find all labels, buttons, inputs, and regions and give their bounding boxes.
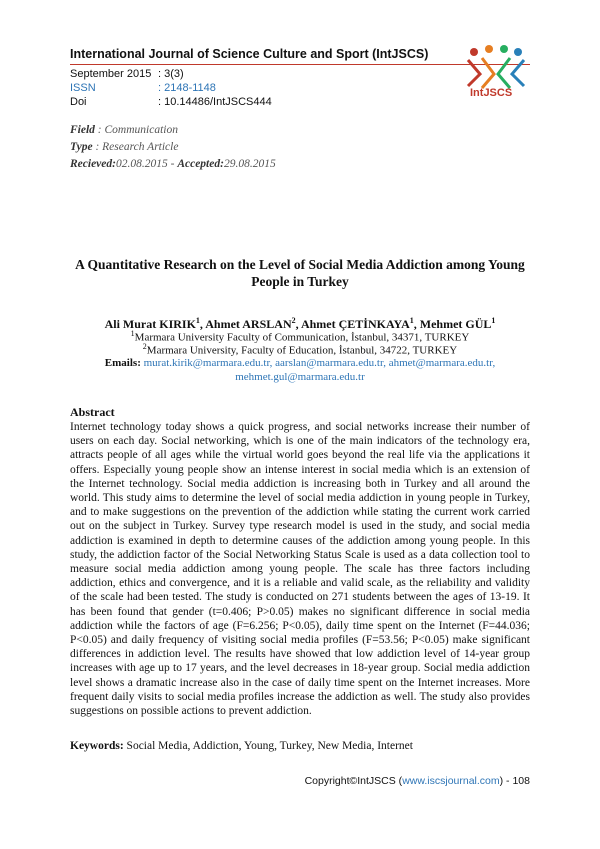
received-value: 02.08.2015 - xyxy=(115,158,178,170)
author-name: Ali Murat KIRIK xyxy=(104,317,196,331)
doi-value: : 10.14486/IntJSCS444 xyxy=(158,96,272,108)
footer-page-number: ) - 108 xyxy=(499,775,530,787)
author-affil-mark: 1 xyxy=(195,316,200,325)
affiliation-mark: 1 xyxy=(130,329,135,338)
accepted-label: Accepted: xyxy=(177,158,224,170)
issue-row xyxy=(70,68,184,80)
author-list: Ali Murat KIRIK$^1$, Ahmet ARSLAN$^2$, Ahmet ÇETİNKAYA$^1$, Mehmet GÜL$^1$ xyxy=(104,316,496,331)
issn-label: ISSN xyxy=(70,82,96,94)
keywords-value: Social Media, Addiction, Young, Turkey, New Media, Internet xyxy=(126,740,413,752)
abstract-heading: Abstract xyxy=(70,405,115,419)
author-name: Ahmet ARSLAN xyxy=(205,317,292,331)
author-name: Mehmet GÜL xyxy=(419,317,492,331)
field-value: : Communication xyxy=(97,124,178,136)
paper-title: A Quantitative Research on the Level of Social Media Addiction among Young People in Turkey xyxy=(75,257,525,289)
emails-block xyxy=(70,356,530,384)
author-affil-mark: 1 xyxy=(491,316,496,325)
abstract-body: Internet technology today shows a quick progress, and social networks increase their number of users on each day. Social networking, which is one of the main indicators of the technology era, attracts people of all ages while the virtual world goes beyond the real life via the applications it offers. Especially young people show an intense interest in social media which is an extension of the Internet technology. Social media addiction is increasing both in Turkey and all around the world. This study aims to determine the level of social media addiction in young people in Turkey, and to make suggestions on the prevention of the addiction while stating the current work carried out on the subject in Turkey. Survey type research model is used in the study, and social media addiction is examined in depth to determine causes of the addiction among young people. In this study, the addiction factor of the Social Networking Status Scale is used as a data collection tool to measure social media addiction among young people. The scale has three factors including addiction, ethics and convergence, and it is a reliable and valid scale, as the reliability and validity of the scale had been tested. The study is conducted on 271 students between the ages of 13-19. It has been found that gender (t=0.406; P>0.05) makes no significant difference in social media addiction while the factors of age (F=6.256; P<0.05), daily time spent on the Internet (F=44.036; P<0.05) and daily frequency of visiting social media profiles (F=53.56; P<0.05) make significant differences in addiction level. The results have showed that low addiction level of 14-year group increases with age up to 17 years, and the level decreases in 18-year group. Social media addiction level shows a dramatic increase also in the case of daily time spent on the Internet increases. More frequent daily visits to social media profiles increase the addiction as well. The study also provides suggestions on possible actions to prevent addiction. xyxy=(70,421,530,718)
footer-journal-link[interactable]: www.iscsjournal.com xyxy=(402,775,500,787)
affiliation-text: Marmara University, Faculty of Education, İstanbul, 34722, TURKEY xyxy=(146,344,458,357)
keywords-label: Keywords: xyxy=(70,740,124,752)
type-line xyxy=(70,141,178,153)
footer-copyright: Copyright©IntJSCS ( xyxy=(304,775,403,787)
issn-row xyxy=(70,82,216,94)
doi-row xyxy=(70,96,272,108)
type-label: Type xyxy=(70,141,93,153)
issue-date: September 2015 xyxy=(70,68,152,80)
received-label: Recieved: xyxy=(70,158,116,170)
doi-label: Doi xyxy=(70,96,87,108)
logo-text: IntJSCS xyxy=(470,87,513,99)
journal-title: International Journal of Science Culture and Sport (IntJSCS) xyxy=(70,47,429,61)
author-name: Ahmet ÇETİNKAYA xyxy=(300,317,410,331)
page-footer xyxy=(305,775,530,787)
email-links-line1[interactable]: murat.kirik@marmara.edu.tr, aarslan@marmara.edu.tr, ahmet@marmara.edu.tr, xyxy=(143,357,496,369)
emails-label: Emails: xyxy=(104,357,141,369)
type-value: : Research Article xyxy=(95,141,179,153)
dates-line xyxy=(70,158,276,170)
author-affil-mark: 1 xyxy=(409,316,414,325)
field-line xyxy=(70,124,178,136)
email-links-line2[interactable]: mehmet.gul@marmara.edu.tr xyxy=(235,371,365,383)
affiliation-text: Marmara University Faculty of Communication, İstanbul, 34371, TURKEY xyxy=(134,331,470,344)
field-label: Field xyxy=(70,124,95,136)
issn-value: : 2148-1148 xyxy=(158,82,216,94)
keywords-line xyxy=(70,740,530,752)
affiliation-mark: 2 xyxy=(142,342,147,351)
author-affil-mark: 2 xyxy=(291,316,296,325)
affiliation xyxy=(70,342,530,357)
accepted-value: 29.08.2015 xyxy=(223,158,276,170)
issue-number: : 3(3) xyxy=(158,68,184,80)
